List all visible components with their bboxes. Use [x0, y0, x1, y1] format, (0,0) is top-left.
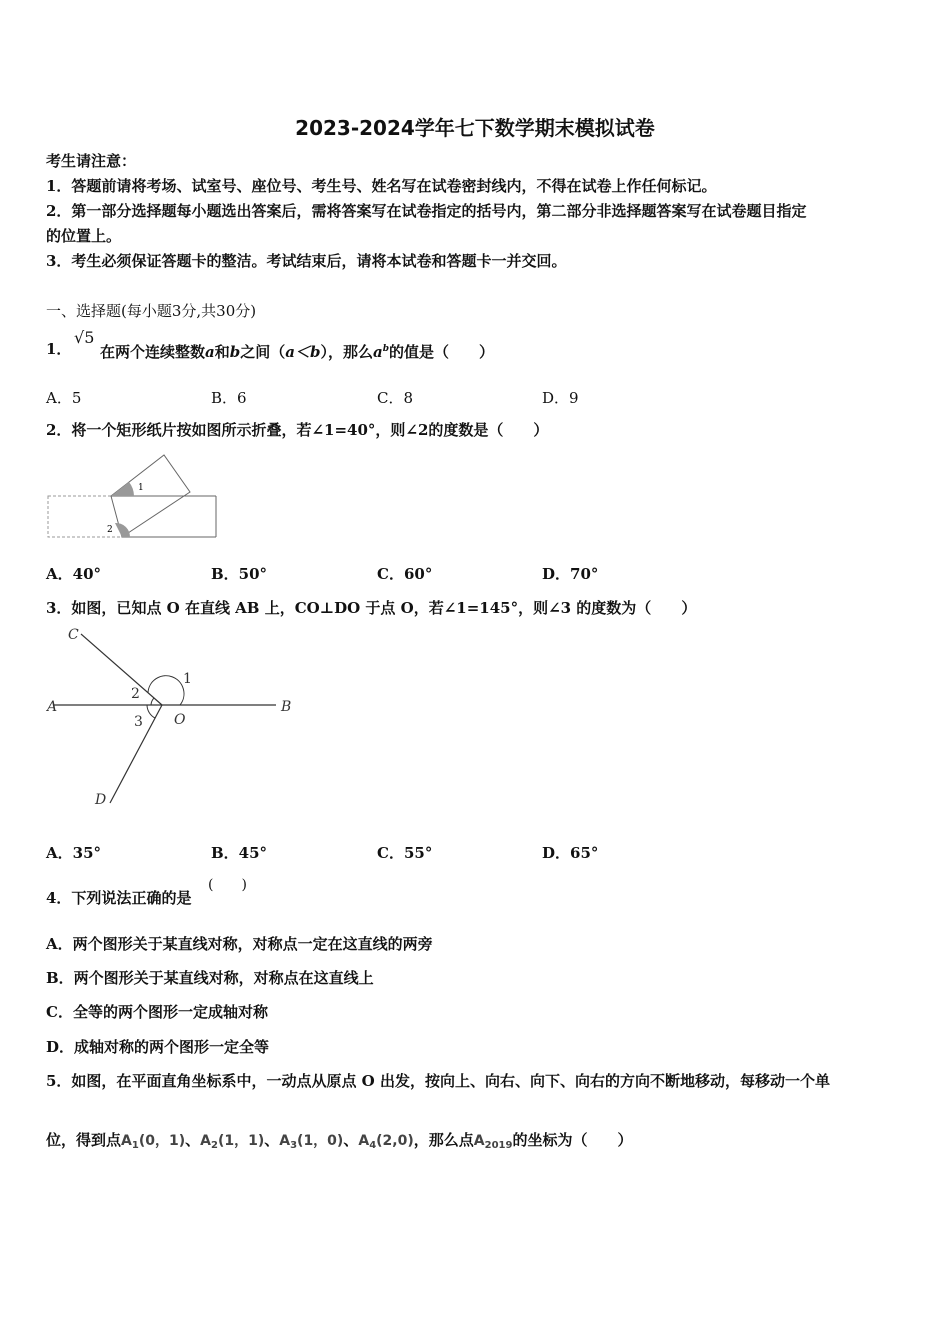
notice-heading: 考生请注意：	[46, 152, 137, 170]
q2-angle-1-mark	[111, 482, 134, 496]
q4-option-a: A．两个图形关于某直线对称，对称点一定在这直线的两旁	[46, 935, 433, 953]
q1-number: 1．	[46, 340, 72, 358]
q3-label-o: O	[174, 712, 186, 728]
q3-angle-2-arc	[151, 698, 154, 705]
q3-ray-oc	[81, 634, 162, 705]
q2-label-1: 1	[138, 483, 144, 493]
q1-option-c: C．8	[377, 389, 414, 407]
notice-item-1: 1．答题前请将考场、试室号、座位号、考生号、姓名写在试卷密封线内，不得在试卷上作任何标记。	[46, 177, 717, 195]
q4-text: 4．下列说法正确的是	[46, 889, 192, 907]
q4-option-d: D．成轴对称的两个图形一定全等	[46, 1038, 270, 1056]
q5-text-line2: 位，得到点$A_1(0$，1)、$A_2(1$，1)、$A_3(1$，0)、$A_4(2,0)$，那么点$A_{2019}$的坐标为（ ）	[46, 1131, 633, 1151]
q4-answer-paren: ( )	[208, 877, 247, 893]
point-a1: $A_1(0$，1)	[121, 1133, 186, 1151]
q3-label-b: B	[281, 699, 292, 715]
q3-text: 3．如图，已知点 O 在直线 AB 上，CO⊥DO 于点 O，若∠1=145°，则∠3 的度数为（ ）	[46, 599, 697, 617]
point-a2019: $A_{2019}$	[473, 1133, 513, 1151]
q1-option-b: B．6	[211, 389, 247, 407]
q3-option-b: B．45°	[211, 844, 268, 862]
page-title: 2023-2024学年七下数学期末模拟试卷	[295, 116, 655, 140]
point-a3: $A_3(1$，0)	[279, 1133, 344, 1151]
q2-label-2: 2	[107, 525, 113, 535]
q3-angle-1-arc	[148, 676, 184, 705]
q3-label-c: C	[68, 627, 79, 643]
q2-folded-rectangle-figure	[44, 452, 224, 542]
q2-option-c: C．60°	[377, 565, 433, 583]
notice-item-2-cont: 的位置上。	[46, 227, 122, 245]
q3-option-a: A．35°	[46, 844, 102, 862]
q1-option-a: A．5	[46, 389, 82, 407]
q3-label-angle-2: 2	[131, 686, 140, 702]
notice-item-2: 2．第一部分选择题每小题选出答案后，需将答案写在试卷指定的括号内，第二部分非选择题答案写在试卷题目指定	[46, 202, 807, 220]
q3-angle-figure	[44, 622, 304, 814]
point-a2: $A_2(1$，1)	[200, 1133, 265, 1151]
q4-option-b: B．两个图形关于某直线对称，对称点在这直线上	[46, 969, 374, 987]
q5-text-line1: 5．如图，在平面直角坐标系中，一动点从原点 O 出发，按向上、向右、向下、向右的方向不断地移动，每移动一个单	[46, 1072, 830, 1090]
q3-angle-3-arc	[147, 705, 155, 718]
q1-option-d: D．9	[542, 389, 579, 407]
q1-text: 在两个连续整数a和b之间（a＜b），那么$a^b$的值是（ ）	[100, 343, 495, 361]
q3-label-angle-1: 1	[183, 671, 192, 687]
q2-option-d: D．70°	[542, 565, 599, 583]
q3-option-d: D．65°	[542, 844, 599, 862]
sqrt-five: √5	[74, 328, 95, 347]
point-a4: $A_4(2,0)$	[358, 1133, 414, 1151]
q2-angle-2-mark	[115, 523, 130, 537]
q2-option-b: B．50°	[211, 565, 268, 583]
q3-option-c: C．55°	[377, 844, 433, 862]
notice-item-3: 3．考生必须保证答题卡的整洁。考试结束后，请将本试卷和答题卡一并交回。	[46, 252, 567, 270]
q2-option-a: A．40°	[46, 565, 102, 583]
q4-option-c: C．全等的两个图形一定成轴对称	[46, 1003, 268, 1021]
q3-label-a: A	[47, 699, 58, 715]
section-heading: 一、选择题(每小题3分,共30分)	[46, 302, 257, 320]
q2-text: 2．将一个矩形纸片按如图所示折叠，若∠1=40°，则∠2的度数是（ ）	[46, 421, 549, 439]
q3-label-angle-3: 3	[134, 714, 143, 730]
q3-label-d: D	[95, 792, 107, 808]
